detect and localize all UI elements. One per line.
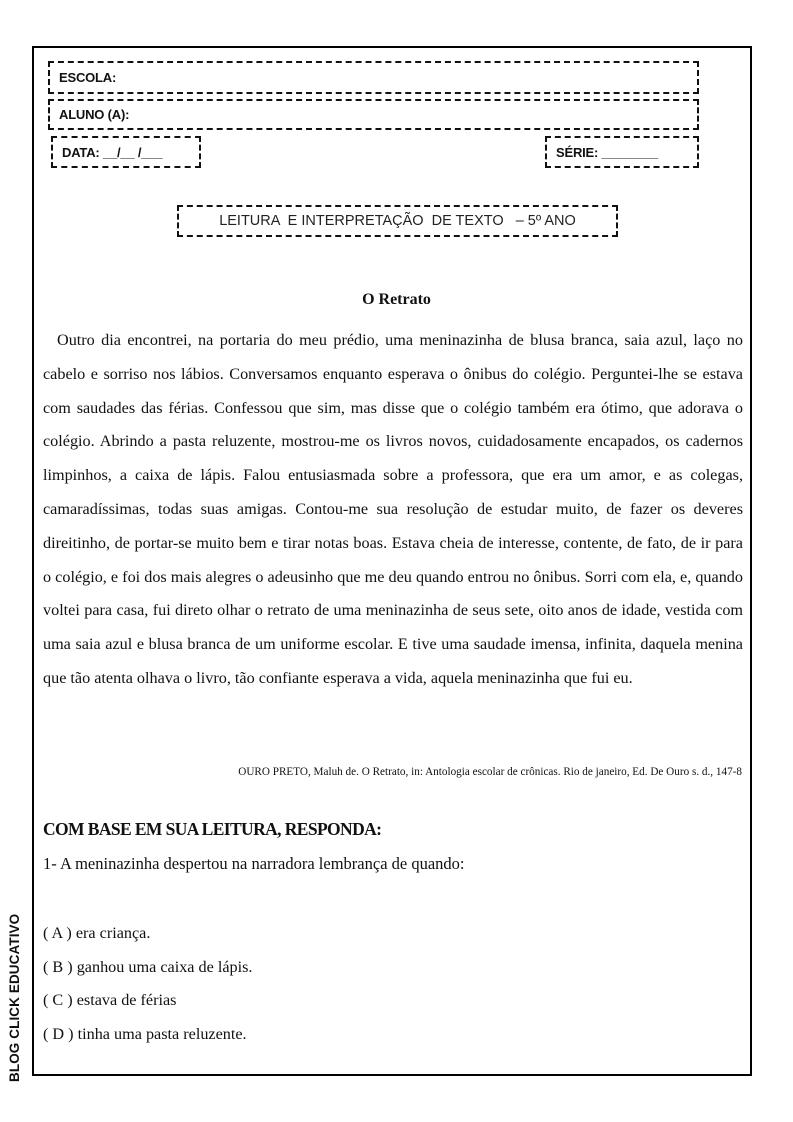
aluno-label: ALUNO (A): [59,107,130,122]
data-field[interactable] [51,136,201,168]
data-label: DATA: __/__ /___ [62,144,163,160]
blog-watermark: BLOG CLICK EDUCATIVO [7,913,22,1082]
story-text: Outro dia encontrei, na portaria do meu prédio, uma meninazinha de blusa branca, saia azul, laço no cabelo e sorriso nos lábios. Conversamos enquanto esperava o ônibus do colégio. Perguntei-lhe se estava com saudades das férias. Confessou que sim, mas disse que o colégio também era ótimo, que adorava o colégio. Abrindo a pasta reluzente, mostrou-me os livros novos, cuidadosamente encapados, os cadernos limpinhos, a caixa de lápis. Falou entusiasmada sobre a professora, que era um amor, e as colegas, camaradíssimas, todas suas amigas. Contou-me sua resolução de estudar muito, de fazer os deveres direitinho, de portar-se muito bem e tirar notas boas. Estava cheia de interesse, contente, de fato, de ir para o colégio, e foi dos mais alegres o adeusinho que me deu quando entrou no ônibus. Sorri com ela, e, quando voltei para casa, fui direto olhar o retrato de uma meninazinha de seus sete, oito anos de idade, vestida com uma saia azul e blusa branca de um uniforme escolar. E tive uma saudade imensa, infinita, daquela menina que tão atenta olhava o livro, tão confiante esperava a vida, aquela meninazinha que fui eu. [43,331,743,687]
aluno-field[interactable] [48,99,699,130]
option-c[interactable]: ( C ) estava de férias [43,991,177,1009]
option-b[interactable]: ( B ) ganhou uma caixa de lápis. [43,957,253,976]
questions-heading: COM BASE EM SUA LEITURA, RESPONDA: [43,819,382,839]
option-d[interactable]: ( D ) tinha uma pasta reluzente. [43,1024,247,1043]
question-1-options [43,919,252,1053]
worksheet-title: LEITURA E INTERPRETAÇÃO DE TEXTO – 5º ANO [177,205,618,237]
escola-field[interactable] [48,61,699,94]
option-a[interactable]: ( A ) era criança. [43,924,151,942]
question-1-text: 1- A meninazinha despertou na narradora lembrança de quando: [43,854,465,873]
escola-label: ESCOLA: [59,70,117,85]
story-title: O Retrato [362,291,431,308]
story-citation: OURO PRETO, Maluh de. O Retrato, in: Antologia escolar de crônicas. Rio de janeiro, Ed. De Ouro s. d., 147-8 [238,766,742,778]
serie-field[interactable] [545,136,699,168]
serie-label: SÉRIE: ________ [556,144,658,160]
